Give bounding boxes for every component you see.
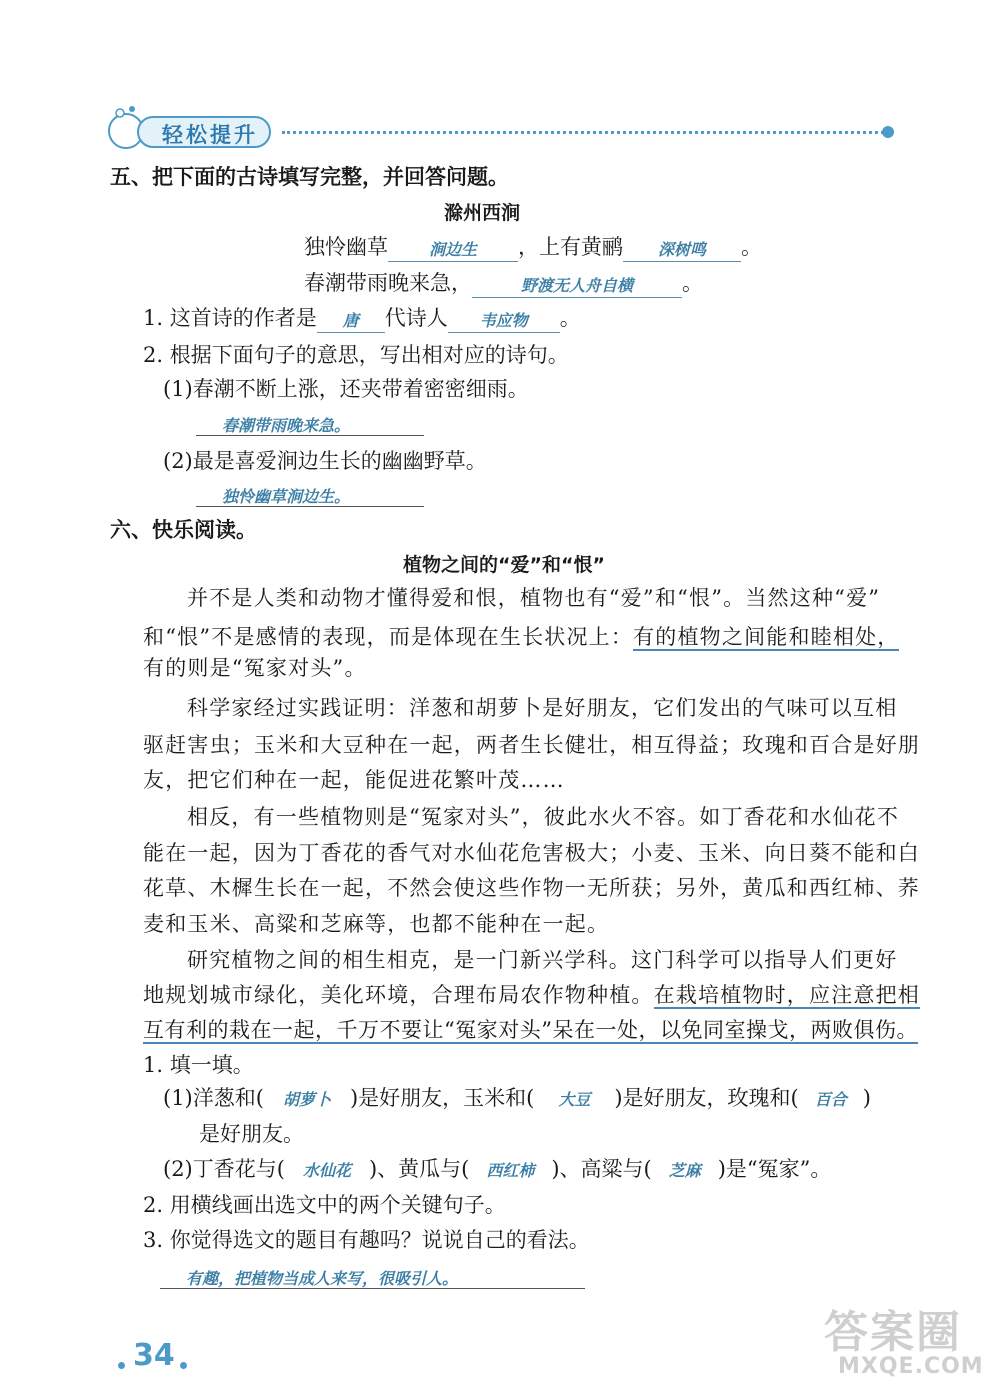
poem-title: 滁州西涧 [444,202,521,224]
q5-q1-a: 1. 这首诗的作者是 [143,306,317,330]
q6-question-1: 1. 填一填。 [143,1053,254,1077]
q6-question-3: 3. 你觉得选文的题目有趣吗？说说自己的看法。 [143,1228,590,1252]
article-p3-line3: 花草、木樨生长在一起，不然会使这些作物一无所获；另外，黄瓜和西红柿、荞 [143,876,920,900]
article-p4-line2 [143,980,920,1010]
article-p1-line2 [143,622,899,652]
poem-blank-3[interactable] [472,269,682,298]
q6-question-1-1 [163,1083,871,1115]
q6-q1-1-c: )是好朋友，玫瑰和( [614,1086,799,1110]
article-p4-line1: 研究植物之间的相生相克，是一门新兴学科。这门科学可以指导人们更好 [187,948,898,972]
page-number: 34 [133,1338,175,1373]
poem-answer-3: 野渡无人舟自横 [520,276,633,295]
watermark-url: MXQE.COM [838,1354,984,1379]
q5-q2-1-answer-line[interactable] [196,435,424,436]
q6-q1-2-b: )、黄瓜与( [368,1157,470,1181]
q5-q2-2-answer: 独怜幽草涧边生。 [222,487,351,506]
q6-q1-2-answer-1[interactable]: 水仙花 [302,1161,351,1180]
q6-q1-1-d: ) [862,1086,871,1110]
article-title: 植物之间的“爱”和“恨” [403,554,605,576]
q6-q1-1-answer-3[interactable]: 百合 [814,1090,847,1109]
q5-q1-blank-1[interactable] [317,304,385,333]
section-banner-label: 轻松提升 [162,123,258,147]
poem-answer-2: 深树鸣 [657,240,706,259]
article-p1-line3: 有的则是“冤家对头”。 [143,656,367,680]
q5-q2-2-answer-line[interactable] [196,506,424,507]
poem-line-1 [304,232,762,262]
article-p2-line2: 驱赶害虫；玉米和大豆种在一起，两者生长健壮，相互得益；玫瑰和百合是好朋 [143,733,920,757]
article-p1-line1: 并不是人类和动物才懂得爱和恨，植物也有“爱”和“恨”。当然这种“爱” [187,586,881,610]
poem-line-2 [304,268,703,298]
poem-answer-1: 涧边生 [428,240,477,259]
poem-line-1-b: ，上有黄鹂 [518,235,623,259]
poem-blank-2[interactable] [623,233,741,262]
poem-line-2-a: 春潮带雨晚来急， [304,271,472,295]
page-number-left-dot [118,1362,125,1369]
q6-q1-1-b: )是好朋友，玉米和( [349,1086,535,1110]
q6-q1-2-c: )、高粱与( [551,1157,652,1181]
q5-q1-end: 。 [559,306,581,330]
q6-q1-2-d: )是“冤家”。 [717,1157,832,1181]
q5-question-2: 2. 根据下面句子的意思，写出相对应的诗句。 [143,343,569,367]
q6-question-2: 2. 用横线画出选文中的两个关键句子。 [143,1193,506,1217]
article-p4-line3 [143,1015,918,1045]
q5-q1-blank-2[interactable] [448,304,560,333]
article-p2-line1: 科学家经过实践证明：洋葱和胡萝卜是好朋友，它们发出的气味可以互相 [187,696,898,720]
key-sentence-1-part1: 有的植物之间能和睦相处， [633,625,900,649]
q6-q1-1-answer-2[interactable]: 大豆 [558,1090,591,1109]
q6-q1-2-answer-3[interactable]: 芝麻 [668,1161,701,1180]
watermark-logo: 答案圈 [824,1307,962,1358]
article-p3-line2: 能在一起，因为丁香花的香气对水仙花危害极大；小麦、玉米、向日葵不能和白 [143,841,920,865]
q5-question-2-2: (2)最是喜爱涧边生长的幽幽野草。 [163,449,487,473]
article-p3-line1: 相反，有一些植物则是“冤家对头”，彼此水火不容。如丁香花和水仙花不 [187,805,900,829]
q6-question-1-2 [163,1154,831,1186]
q5-q1-answer-2: 韦应物 [479,311,528,330]
banner-end-dot-icon [882,126,894,138]
q6-q1-1-answer-1[interactable]: 胡萝卜 [282,1090,331,1109]
section-banner [100,103,280,153]
poem-blank-1[interactable] [388,233,518,262]
key-sentence-2-part2: 互有利的栽在一起，千万不要让“冤家对头”呆在一处，以免同室操戈，两败俱伤。 [143,1018,918,1042]
q6-q1-2-a: (2)丁香花与( [163,1157,285,1181]
key-sentence-2-part1: 在栽培植物时，应注意把相 [653,983,921,1007]
q6-q1-1-a: (1)洋葱和( [163,1086,264,1110]
poem-line-1-end: 。 [741,235,762,259]
q6-question-1-1-cont: 是好朋友。 [199,1122,304,1146]
q6-heading: 六、快乐阅读。 [110,518,257,542]
q5-q1-answer-1: 唐 [342,311,359,330]
page-number-right-dot [180,1362,187,1369]
q6-q1-2-answer-2[interactable]: 西红柿 [486,1161,535,1180]
poem-line-1-a: 独怜幽草 [304,235,388,259]
banner-dotted-line [282,131,884,134]
article-p2-line3: 友，把它们种在一起，能促进花繁叶茂…… [143,768,565,792]
q5-heading: 五、把下面的古诗填写完整，并回答问题。 [110,165,509,189]
article-p1-line2-a: 和“恨”不是感情的表现，而是体现在生长状况上： [143,625,634,649]
q5-q1-b: 代诗人 [384,306,448,330]
q5-question-2-1: (1)春潮不断上涨，还夹带着密密细雨。 [163,377,529,401]
q6-q3-answer-line[interactable] [160,1288,585,1289]
q6-q3-answer: 有趣，把植物当成人来写，很吸引人。 [186,1269,459,1288]
article-p4-line2-a: 地规划城市绿化，美化环境，合理布局农作物种植。 [143,983,654,1007]
q5-question-1 [143,303,581,333]
q5-q2-1-answer: 春潮带雨晚来急。 [222,416,351,435]
article-p3-line4: 麦和玉米、高粱和芝麻等，也都不能种在一起。 [143,912,610,936]
poem-line-2-end: 。 [682,271,703,295]
